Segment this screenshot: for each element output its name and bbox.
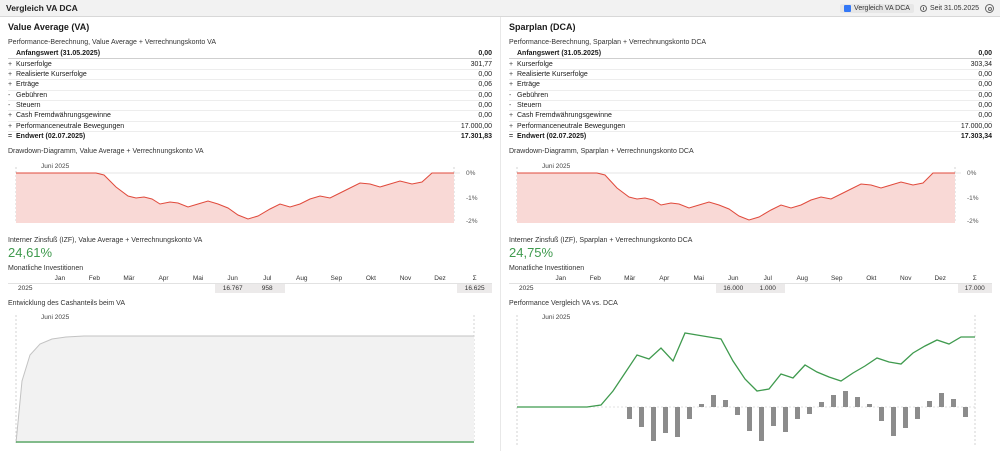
row-sign: + bbox=[509, 121, 517, 131]
row-label: Anfangswert (31.05.2025) bbox=[16, 49, 386, 59]
month-header: Nov bbox=[388, 274, 423, 284]
right-drawdown-svg bbox=[509, 159, 993, 231]
row-sign: - bbox=[8, 90, 16, 100]
row-value: 17.301,83 bbox=[386, 132, 492, 142]
right-performance-table bbox=[509, 49, 992, 141]
month-header: Mär bbox=[613, 274, 648, 284]
month-value bbox=[820, 284, 855, 294]
row-value: 0,00 bbox=[886, 100, 992, 110]
month-header: Aug bbox=[285, 274, 320, 284]
content-columns bbox=[0, 17, 1000, 451]
month-value bbox=[181, 284, 216, 294]
row-label: Kurserfolge bbox=[517, 59, 886, 69]
left-performance-table bbox=[8, 49, 492, 141]
month-header: Feb bbox=[77, 274, 112, 284]
month-value bbox=[354, 284, 389, 294]
row-sign: - bbox=[509, 90, 517, 100]
row-value: 0,00 bbox=[886, 69, 992, 79]
row-sign bbox=[509, 49, 517, 59]
left-irr-label: Interner Zinsfuß (IZF), Value Average + Verrechnungskonto VA bbox=[8, 237, 203, 245]
row-value: 17.000,00 bbox=[886, 121, 992, 131]
svg-text:-2%: -2% bbox=[967, 218, 979, 226]
row-sign: + bbox=[509, 69, 517, 79]
month-header: Sep bbox=[820, 274, 855, 284]
row-label: Erträge bbox=[16, 80, 386, 90]
row-value: 0,00 bbox=[386, 111, 492, 121]
table-row bbox=[8, 121, 492, 131]
month-total: 17.000 bbox=[958, 284, 993, 294]
row-sign: + bbox=[8, 80, 16, 90]
month-value bbox=[544, 284, 579, 294]
table-row-foot bbox=[8, 132, 492, 142]
row-sign: + bbox=[8, 111, 16, 121]
month-header: Mai bbox=[682, 274, 717, 284]
left-cash-svg bbox=[8, 311, 492, 451]
table-row bbox=[509, 111, 992, 121]
month-header: Jul bbox=[250, 274, 285, 284]
right-compare-label: Performance Vergleich VA vs. DCA bbox=[509, 300, 618, 308]
month-value bbox=[647, 284, 682, 294]
row-label: Steuern bbox=[16, 100, 386, 110]
row-value: 0,00 bbox=[386, 100, 492, 110]
month-total: 16.625 bbox=[457, 284, 492, 294]
row-value: 0,00 bbox=[386, 69, 492, 79]
row-label: Kurserfolge bbox=[16, 59, 386, 69]
page-title: Vergleich VA DCA bbox=[6, 3, 78, 13]
month-header: Okt bbox=[354, 274, 389, 284]
left-drawdown-svg bbox=[8, 159, 492, 231]
table-row bbox=[509, 69, 992, 79]
row-value: 17.000,00 bbox=[386, 121, 492, 131]
clock-icon bbox=[920, 5, 927, 12]
date-range-chip[interactable] bbox=[920, 5, 979, 12]
row-label: Erträge bbox=[517, 80, 886, 90]
row-value: 301,77 bbox=[386, 59, 492, 69]
month-header: Mär bbox=[112, 274, 147, 284]
month-value bbox=[923, 284, 958, 294]
report-color-icon bbox=[844, 5, 851, 12]
month-value bbox=[423, 284, 458, 294]
month-header: Apr bbox=[146, 274, 181, 284]
row-value: 303,34 bbox=[886, 59, 992, 69]
table-row-head bbox=[509, 49, 992, 59]
month-value bbox=[146, 284, 181, 294]
month-header: Aug bbox=[785, 274, 820, 284]
row-label: Gebühren bbox=[517, 90, 886, 100]
row-sign: - bbox=[509, 100, 517, 110]
month-header: Σ bbox=[457, 274, 492, 284]
row-label: Performanceneutrale Bewegungen bbox=[517, 121, 886, 131]
right-irr-label: Interner Zinsfuß (IZF), Sparplan + Verrechnungskonto DCA bbox=[509, 237, 693, 245]
report-chip-label: Vergleich VA DCA bbox=[854, 5, 910, 12]
left-drawdown-chart bbox=[8, 159, 492, 231]
month-header: Okt bbox=[854, 274, 889, 284]
month-header: Jan bbox=[544, 274, 579, 284]
month-value: 1.000 bbox=[751, 284, 786, 294]
month-value: 16.767 bbox=[215, 284, 250, 294]
right-compare-chart bbox=[509, 311, 992, 451]
left-monthly-table bbox=[8, 274, 492, 293]
svg-text:-1%: -1% bbox=[466, 195, 478, 203]
row-label: Endwert (02.07.2025) bbox=[16, 132, 386, 142]
month-header: Jul bbox=[751, 274, 786, 284]
gear-icon[interactable] bbox=[985, 4, 994, 13]
table-row bbox=[509, 59, 992, 69]
month-value bbox=[854, 284, 889, 294]
table-row bbox=[509, 100, 992, 110]
table-row bbox=[8, 69, 492, 79]
month-value bbox=[785, 284, 820, 294]
svg-text:-1%: -1% bbox=[967, 195, 979, 203]
right-drawdown-chart bbox=[509, 159, 992, 231]
row-sign: + bbox=[509, 111, 517, 121]
right-compare-annotation: Juni 2025 bbox=[542, 314, 571, 322]
row-label: Anfangswert (31.05.2025) bbox=[517, 49, 886, 59]
left-column-title: Value Average (VA) bbox=[8, 22, 90, 32]
table-row bbox=[8, 80, 492, 90]
month-value bbox=[388, 284, 423, 294]
row-sign: + bbox=[509, 59, 517, 69]
row-value: 0,00 bbox=[386, 49, 492, 59]
row-label: Performanceneutrale Bewegungen bbox=[16, 121, 386, 131]
svg-text:0%: 0% bbox=[466, 170, 476, 178]
month-value bbox=[578, 284, 613, 294]
left-monthly-label: Monatliche Investitionen bbox=[8, 265, 84, 273]
row-value: 0,00 bbox=[886, 111, 992, 121]
left-performance-label: Performance-Berechnung, Value Average + Verrechnungskonto VA bbox=[8, 39, 216, 46]
row-value: 0,06 bbox=[386, 80, 492, 90]
row-label: Realisierte Kurserfolge bbox=[517, 69, 886, 79]
compare-bars bbox=[627, 391, 968, 441]
right-monthly-table bbox=[509, 274, 992, 293]
row-sign: + bbox=[8, 69, 16, 79]
row-label: Gebühren bbox=[16, 90, 386, 100]
table-row bbox=[8, 100, 492, 110]
left-cash-annotation: Juni 2025 bbox=[41, 314, 70, 322]
year-label: 2025 bbox=[509, 284, 544, 294]
month-header: Nov bbox=[889, 274, 924, 284]
month-header: Jan bbox=[43, 274, 78, 284]
row-sign: = bbox=[509, 132, 517, 142]
svg-text:0%: 0% bbox=[967, 170, 977, 178]
month-header: Jun bbox=[716, 274, 751, 284]
months-header-row bbox=[8, 274, 492, 284]
month-header: Apr bbox=[647, 274, 682, 284]
month-value: 958 bbox=[250, 284, 285, 294]
row-sign: + bbox=[8, 59, 16, 69]
month-value bbox=[682, 284, 717, 294]
table-row bbox=[509, 90, 992, 100]
months-values-row bbox=[509, 284, 992, 294]
month-header: Jun bbox=[215, 274, 250, 284]
row-sign: + bbox=[509, 80, 517, 90]
month-header: Mai bbox=[181, 274, 216, 284]
month-value bbox=[43, 284, 78, 294]
table-row bbox=[509, 80, 992, 90]
row-label: Steuern bbox=[517, 100, 886, 110]
column-sparplan-dca bbox=[500, 17, 1000, 451]
row-label: Cash Fremdwährungsgewinne bbox=[16, 111, 386, 121]
table-row bbox=[509, 121, 992, 131]
row-sign: = bbox=[8, 132, 16, 142]
table-row-head bbox=[8, 49, 492, 59]
row-value: 0,00 bbox=[386, 90, 492, 100]
month-header: Sep bbox=[319, 274, 354, 284]
left-cash-chart bbox=[8, 311, 492, 451]
month-header: Σ bbox=[958, 274, 993, 284]
month-header: Dez bbox=[423, 274, 458, 284]
topbar-actions bbox=[840, 0, 994, 17]
table-row bbox=[8, 90, 492, 100]
table-row-foot bbox=[509, 132, 992, 142]
left-irr-value: 24,61% bbox=[8, 245, 53, 261]
right-column-title: Sparplan (DCA) bbox=[509, 22, 576, 32]
month-header bbox=[509, 274, 544, 284]
row-sign: - bbox=[8, 100, 16, 110]
month-value bbox=[889, 284, 924, 294]
month-value bbox=[319, 284, 354, 294]
row-value: 0,00 bbox=[886, 49, 992, 59]
month-value bbox=[112, 284, 147, 294]
row-sign bbox=[8, 49, 16, 59]
row-label: Cash Fremdwährungsgewinne bbox=[517, 111, 886, 121]
table-row bbox=[8, 111, 492, 121]
left-drawdown-annotation: Juni 2025 bbox=[41, 163, 70, 171]
svg-text:-2%: -2% bbox=[466, 218, 478, 226]
row-value: 17.303,34 bbox=[886, 132, 992, 142]
month-header: Dez bbox=[923, 274, 958, 284]
month-value: 16.000 bbox=[716, 284, 751, 294]
month-value bbox=[613, 284, 648, 294]
left-cash-label: Entwicklung des Cashanteils beim VA bbox=[8, 300, 125, 308]
right-irr-value: 24,75% bbox=[509, 245, 554, 261]
table-row bbox=[8, 59, 492, 69]
column-value-average bbox=[0, 17, 500, 451]
months-values-row bbox=[8, 284, 492, 294]
date-range-label: Seit 31.05.2025 bbox=[929, 5, 979, 12]
year-label: 2025 bbox=[8, 284, 43, 294]
month-header: Feb bbox=[578, 274, 613, 284]
month-value bbox=[77, 284, 112, 294]
month-value bbox=[285, 284, 320, 294]
right-compare-svg bbox=[509, 311, 993, 451]
left-drawdown-label: Drawdown-Diagramm, Value Average + Verrechnungskonto VA bbox=[8, 148, 204, 156]
report-chip[interactable] bbox=[840, 4, 914, 13]
month-header bbox=[8, 274, 43, 284]
row-value: 0,00 bbox=[886, 80, 992, 90]
right-performance-label: Performance-Berechnung, Sparplan + Verrechnungskonto DCA bbox=[509, 39, 707, 46]
top-bar bbox=[0, 0, 1000, 17]
right-monthly-label: Monatliche Investitionen bbox=[509, 265, 585, 273]
right-drawdown-annotation: Juni 2025 bbox=[542, 163, 571, 171]
row-label: Realisierte Kurserfolge bbox=[16, 69, 386, 79]
right-drawdown-label: Drawdown-Diagramm, Sparplan + Verrechnungskonto DCA bbox=[509, 148, 694, 156]
months-header-row bbox=[509, 274, 992, 284]
row-sign: + bbox=[8, 121, 16, 131]
row-label: Endwert (02.07.2025) bbox=[517, 132, 886, 142]
row-value: 0,00 bbox=[886, 90, 992, 100]
